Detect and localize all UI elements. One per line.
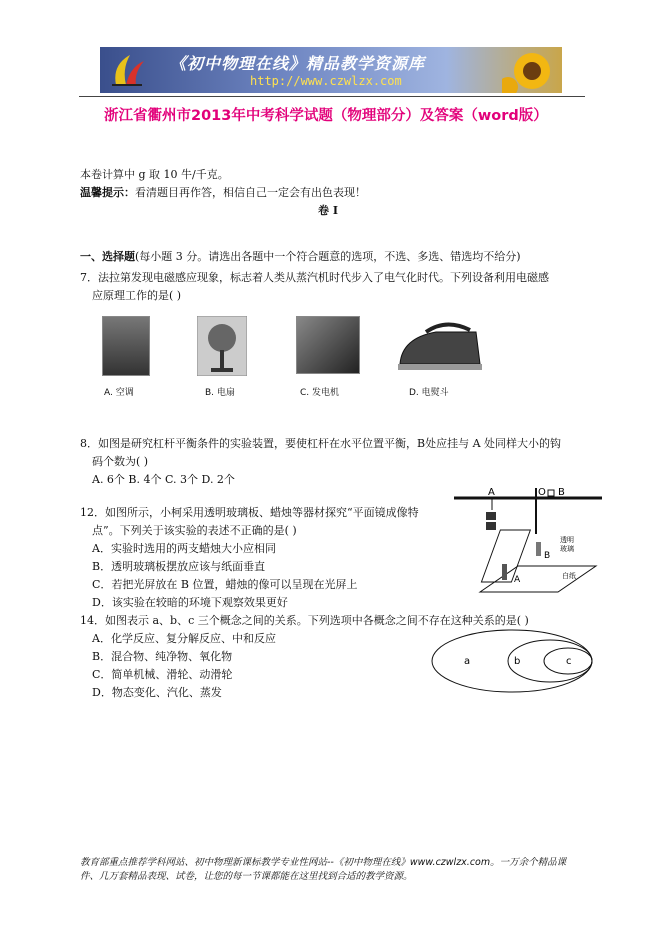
ellipse-label-a: a <box>464 656 471 667</box>
q7-line1: 7．法拉第发现电磁感应现象，标志着人类从蒸汽机时代步入了电气化时代。下列设备利用电磁感 <box>80 271 549 284</box>
q14-line1: 14．如图表示 a、b、c 三个概念之间的关系。下列选项中各概念之间不存在这种关系的是( ) <box>80 614 529 627</box>
candle-a-label: A <box>514 575 521 585</box>
q12-option-b: B．透明玻璃板摆放应该与纸面垂直 <box>92 560 266 573</box>
footer-note <box>80 856 590 884</box>
q7-option-c: C. 发电机 <box>300 388 340 398</box>
lever-label-o: O <box>538 487 546 498</box>
q7-option-a: A. 空调 <box>104 388 134 398</box>
document-title: 浙江省衢州市2013年中考科学试题（物理部分）及答案（word版） <box>104 108 548 124</box>
footer-line2: 件、几万套精品表现、试卷，让您的每一节课都能在这里找到合适的教学资源。 <box>80 871 413 882</box>
concept-ellipses-figure <box>430 628 595 694</box>
header-banner <box>100 47 562 93</box>
tip-line <box>80 186 366 200</box>
q12-option-d: D．该实验在较暗的环境下观察效果更好 <box>92 596 288 609</box>
electric-iron-image <box>396 316 482 376</box>
q12-line1: 12．如图所示，小柯采用透明玻璃板、蜡烛等器材探究“平面镜成像特 <box>80 506 419 519</box>
lever-label-a: A <box>488 487 495 498</box>
fan-image <box>197 316 247 376</box>
q7-option-b: B. 电扇 <box>205 388 235 398</box>
q14-option-d: D．物态变化、汽化、蒸发 <box>92 686 222 699</box>
logo-icon <box>108 51 148 89</box>
sunflower-icon <box>502 47 562 93</box>
section-label: 一、选择题 <box>80 250 135 263</box>
q8-line1: 8．如图是研究杠杆平衡条件的实验装置，要使杠杆在水平位置平衡，B处应挂与 A 处同样大小的钩 <box>80 437 562 450</box>
banner-title: 《初中物理在线》精品教学资源库 <box>170 54 426 73</box>
glass-label-1: 透明 <box>560 536 574 544</box>
tip-label: 温馨提示： <box>80 186 135 199</box>
lever-label-b: B <box>558 487 565 498</box>
q14-option-c: C．简单机械、滑轮、动滑轮 <box>92 668 233 681</box>
header-rule <box>79 96 585 97</box>
generator-image <box>296 316 360 374</box>
intro-note: 本卷计算中 g 取 10 牛/千克。 <box>80 168 229 181</box>
q7-line2: 应原理工作的是( ) <box>92 289 182 302</box>
footer-line1: 教育部重点推荐学科网站、初中物理新课标教学专业性网站--《初中物理在线》www.czwlzx.com。一万余个精品课 <box>80 857 567 868</box>
mirror-experiment-figure <box>478 520 598 598</box>
banner-url[interactable]: http://www.czwlzx.com <box>250 74 402 88</box>
q7-option-d: D. 电熨斗 <box>409 388 449 398</box>
q14-option-a: A．化学反应、复分解反应、中和反应 <box>92 632 276 645</box>
q14-option-b: B．混合物、纯净物、氧化物 <box>92 650 233 663</box>
q8-line2: 码个数为( ) <box>92 455 149 468</box>
q12-option-c: C．若把光屏放在 B 位置，蜡烛的像可以呈现在光屏上 <box>92 578 358 591</box>
ellipse-label-b: b <box>514 656 521 667</box>
volume-label: 卷 I <box>318 204 338 217</box>
q12-option-a: A．实验时选用的两支蜡烛大小应相同 <box>92 542 276 555</box>
section-heading <box>80 250 521 264</box>
q8-options: A. 6个 B. 4个 C. 3个 D. 2个 <box>92 473 235 486</box>
glass-label-2: 玻璃 <box>560 545 574 553</box>
q12-line2: 点”。下列关于该实验的表述不正确的是( ) <box>92 524 297 537</box>
tip-text: 看清题目再作答，相信自己一定会有出色表现！ <box>135 186 366 199</box>
paper-label: 白纸 <box>562 572 576 580</box>
air-conditioner-image <box>102 316 150 376</box>
section-text: (每小题 3 分。请选出各题中一个符合题意的选项，不选、多选、错选均不给分) <box>135 250 521 263</box>
candle-b-label: B <box>544 551 551 561</box>
ellipse-label-c: c <box>566 656 572 667</box>
